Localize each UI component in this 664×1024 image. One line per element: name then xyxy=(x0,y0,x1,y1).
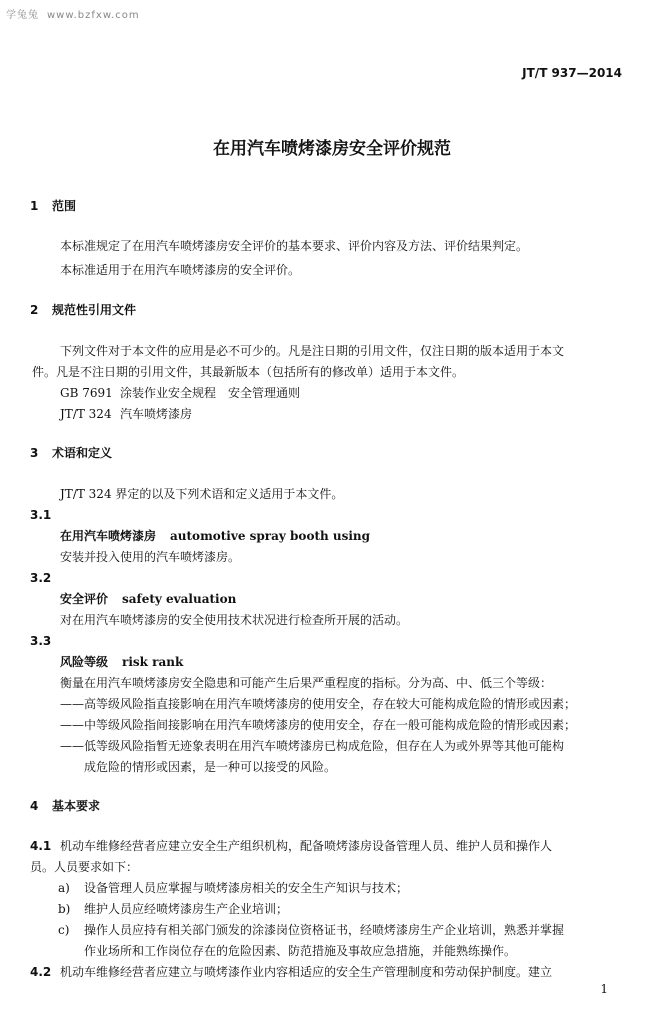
watermark-site-url: www.bzfxw.com xyxy=(47,10,140,21)
term-number: 3.2 xyxy=(30,571,52,585)
section-number: 3 xyxy=(30,446,39,460)
list-text: 操作人员应持有相关部门颁发的涂漆岗位资格证书，经喷烤漆房生产企业培训，熟悉并掌握 xyxy=(84,923,565,937)
clause-text: 机动车维修经营者应建立安全生产组织机构，配备喷烤漆房设备管理人员、维护人员和操作人 xyxy=(60,839,553,853)
normative-paragraph-line-2: 件。凡是不注日期的引用文件，其最新版本（包括所有的修改单）适用于本文件。 xyxy=(32,365,465,379)
list-text: 维护人员应经喷烤漆房生产企业培训； xyxy=(84,902,289,916)
clause-number: 4.2 xyxy=(30,965,52,979)
scope-paragraph-1: 本标准规定了在用汽车喷烤漆房安全评价的基本要求、评价内容及方法、评价结果判定。 xyxy=(60,239,529,253)
risk-item-medium: ——中等级风险指间接影响在用汽车喷烤漆房的使用安全，存在一般可能构成危险的情形或因素； xyxy=(60,718,577,732)
term-definition: 安装并投入使用的汽车喷烤漆房。 xyxy=(60,550,241,564)
watermark xyxy=(6,6,140,21)
section-title: 术语和定义 xyxy=(52,446,113,460)
term-english: automotive spray booth using xyxy=(170,529,371,543)
term-chinese: 安全评价 xyxy=(60,592,109,606)
section-2-heading xyxy=(30,302,136,318)
section-title: 基本要求 xyxy=(52,799,101,813)
normative-paragraph-line-1: 下列文件对于本文件的应用是必不可少的。凡是注日期的引用文件，仅注日期的版本适用于本文 xyxy=(60,344,565,358)
term-number: 3.1 xyxy=(30,508,52,522)
reference-title: 涂装作业安全规程 安全管理通则 xyxy=(120,386,301,400)
page-number: 1 xyxy=(600,982,608,996)
term-heading xyxy=(60,528,370,544)
section-title: 规范性引用文件 xyxy=(52,303,137,317)
risk-item-low: ——低等级风险指暂无迹象表明在用汽车喷烤漆房已构成危险，但存在人为或外界等其他可能构 xyxy=(60,739,565,753)
term-chinese: 风险等级 xyxy=(60,655,109,669)
reference-title: 汽车喷烤漆房 xyxy=(120,407,193,421)
section-number: 1 xyxy=(30,199,39,213)
section-number: 4 xyxy=(30,799,39,813)
term-definition: 衡量在用汽车喷烤漆房安全隐患和可能产生后果严重程度的指标。分为高、中、低三个等级： xyxy=(60,676,553,690)
section-4-heading xyxy=(30,798,100,814)
watermark-site-name: 学兔兔 xyxy=(6,10,39,21)
term-english: risk rank xyxy=(122,655,184,669)
clause-text: 机动车维修经营者应建立与喷烤漆作业内容相适应的安全生产管理制度和劳动保护制度。建立 xyxy=(60,965,553,979)
term-english: safety evaluation xyxy=(122,592,237,606)
reference-item xyxy=(60,406,192,422)
reference-code: GB 7691 xyxy=(60,386,113,400)
clause-4-1-line-1 xyxy=(30,838,552,854)
term-heading xyxy=(60,654,183,670)
standard-code: JT/T 937—2014 xyxy=(522,66,622,80)
list-text: 设备管理人员应掌握与喷烤漆房相关的安全生产知识与技术； xyxy=(84,881,409,895)
term-definition: 对在用汽车喷烤漆房的安全使用技术状况进行检查所开展的活动。 xyxy=(60,613,409,627)
clause-4-2-line-1 xyxy=(30,964,552,980)
section-1-heading xyxy=(30,198,76,214)
term-number: 3.3 xyxy=(30,634,52,648)
list-item-c xyxy=(58,922,564,938)
section-3-heading xyxy=(30,445,112,461)
section-title: 范围 xyxy=(52,199,77,213)
clause-4-1-line-2: 员。人员要求如下： xyxy=(30,860,139,874)
section-number: 2 xyxy=(30,303,39,317)
scope-paragraph-2: 本标准适用于在用汽车喷烤漆房的安全评价。 xyxy=(60,263,301,277)
term-heading xyxy=(60,591,236,607)
list-marker: b) xyxy=(58,902,71,916)
risk-item-high: ——高等级风险指直接影响在用汽车喷烤漆房的使用安全，存在较大可能构成危险的情形或因素； xyxy=(60,697,577,711)
list-item-a xyxy=(58,880,408,896)
term-chinese: 在用汽车喷烤漆房 xyxy=(60,529,157,543)
reference-item xyxy=(60,385,300,401)
clause-number: 4.1 xyxy=(30,839,52,853)
document-title: 在用汽车喷烤漆房安全评价规范 xyxy=(213,139,451,159)
list-item-b xyxy=(58,901,288,917)
list-marker: a) xyxy=(58,881,70,895)
list-item-c-continued: 作业场所和工作岗位存在的危险因素、防范措施及事故应急措施，并能熟练操作。 xyxy=(84,944,517,958)
terms-intro: JT/T 324 界定的以及下列术语和定义适用于本文件。 xyxy=(60,487,344,501)
list-marker: c) xyxy=(58,923,70,937)
reference-code: JT/T 324 xyxy=(60,407,112,421)
risk-item-low-continued: 成危险的情形或因素，是一种可以接受的风险。 xyxy=(84,760,337,774)
